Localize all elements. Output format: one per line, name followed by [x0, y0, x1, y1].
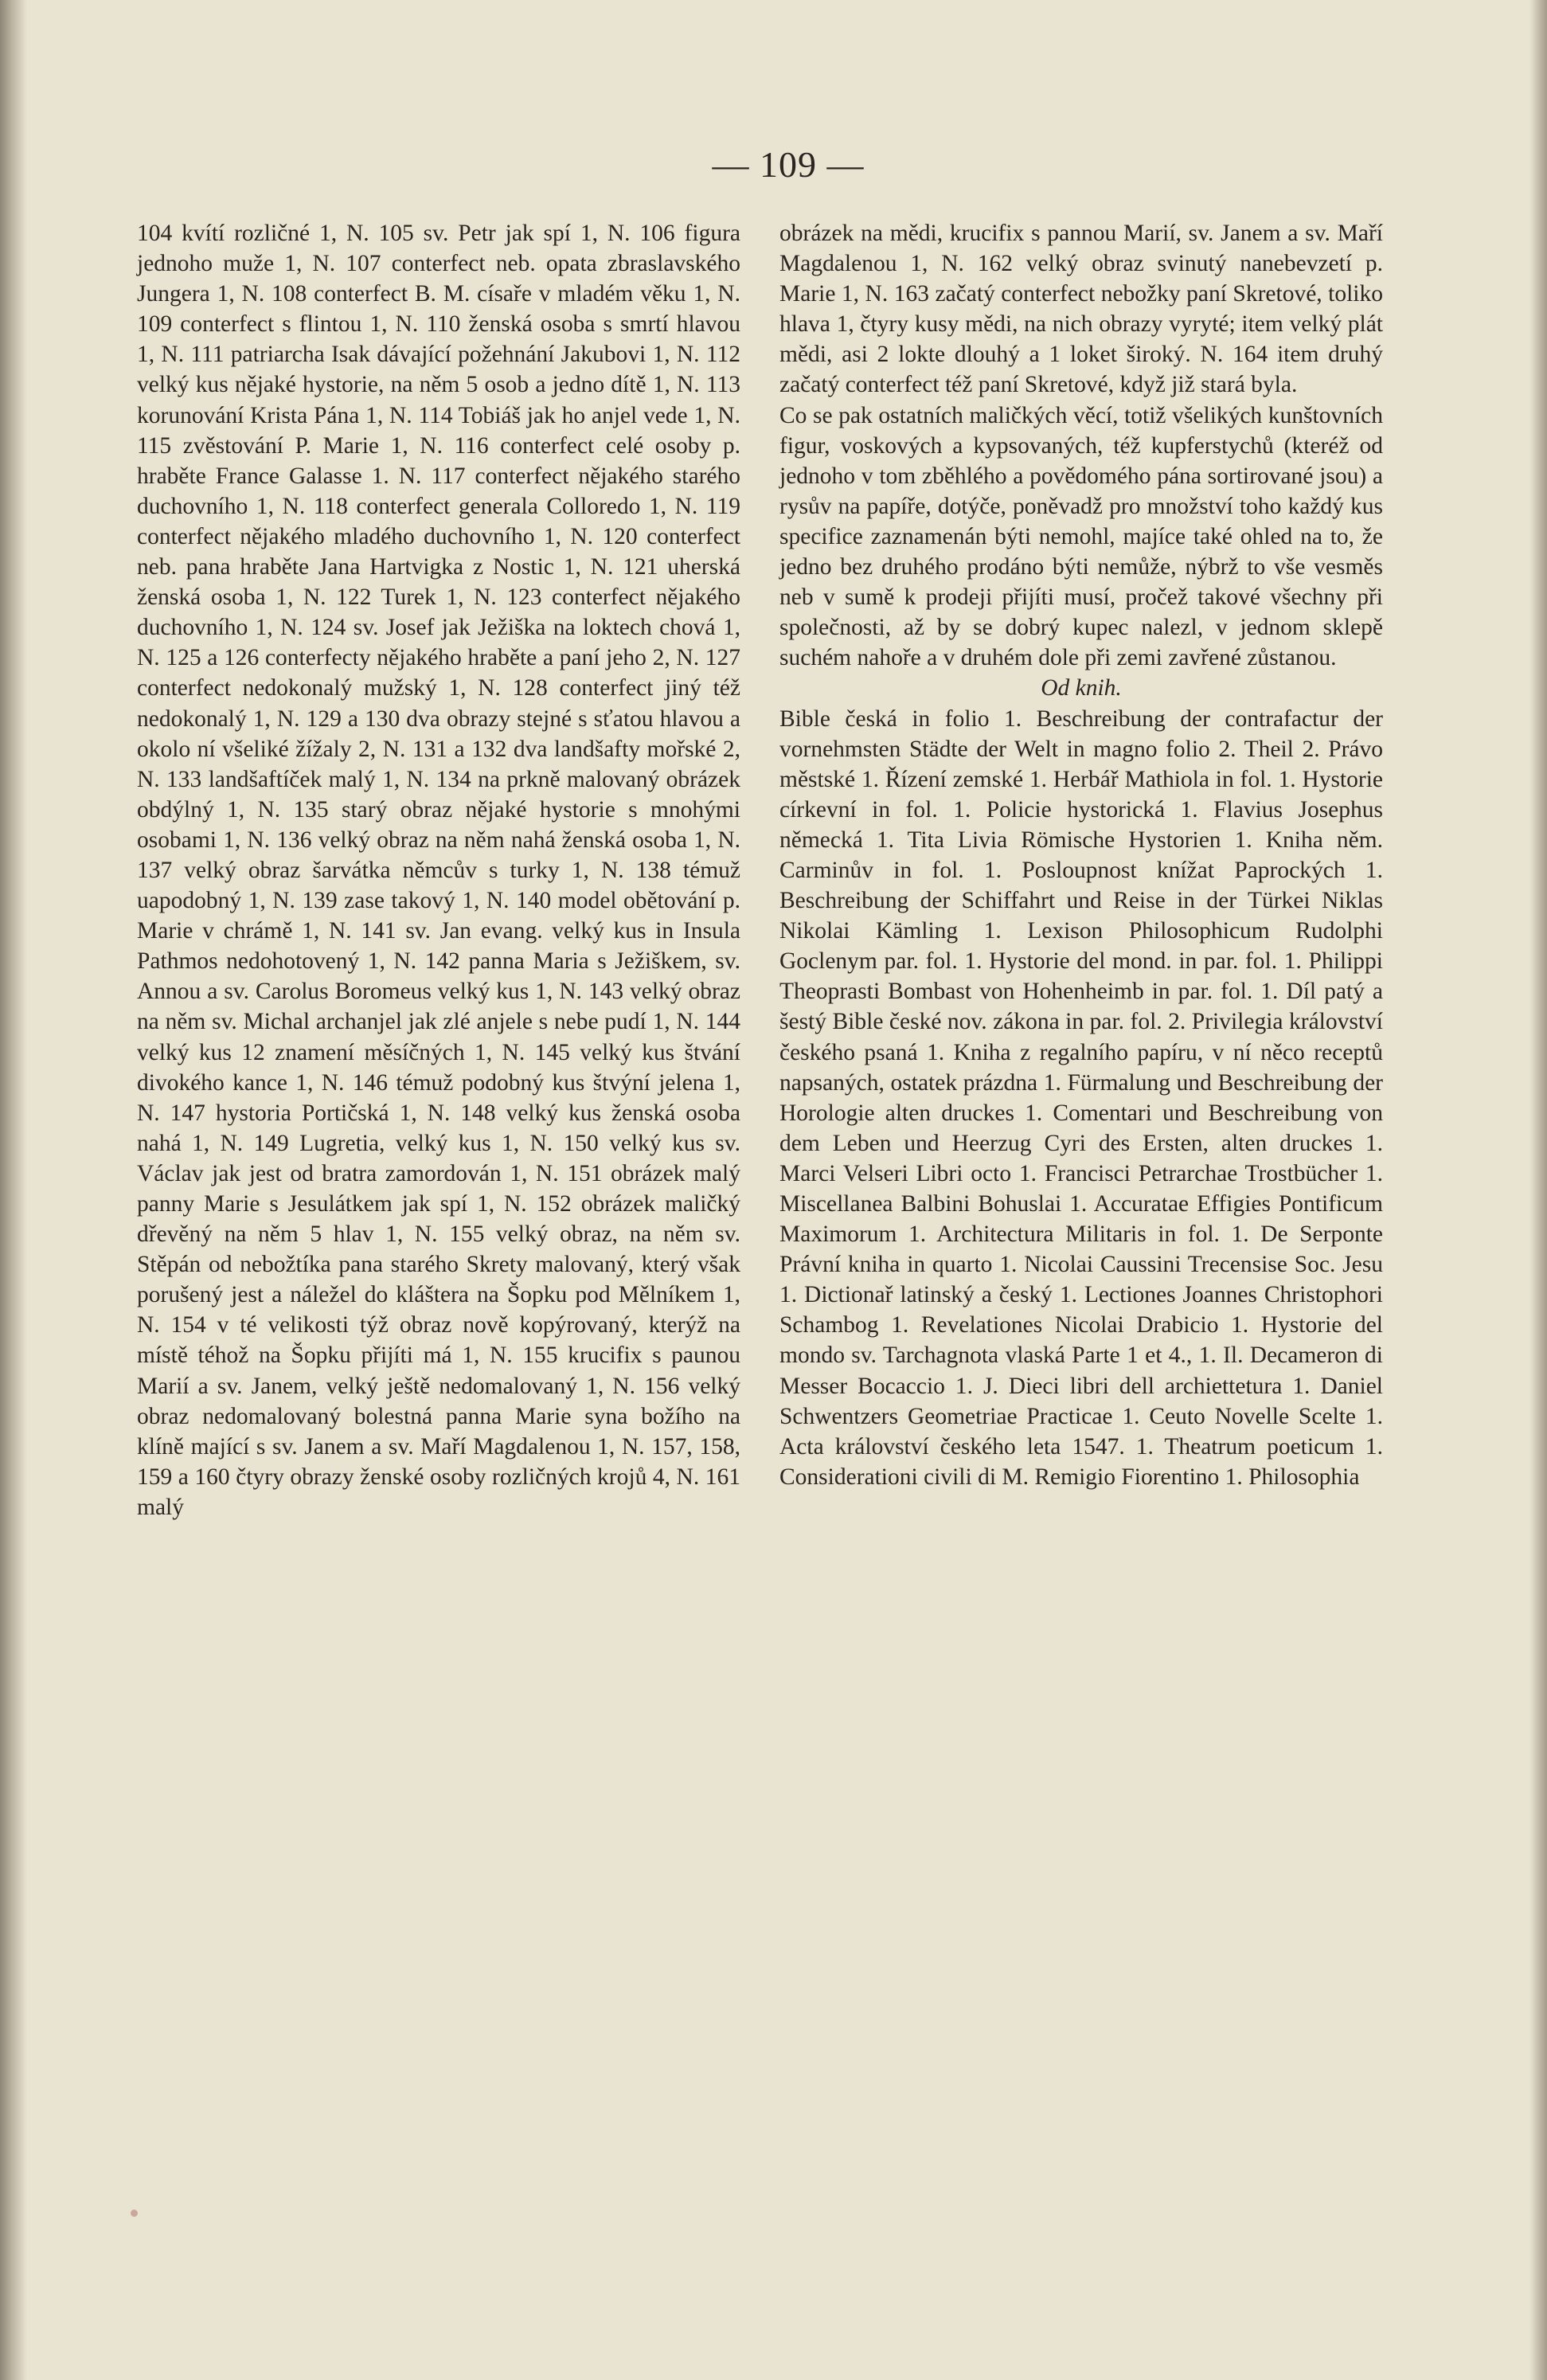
page-number: — 109 — — [712, 144, 865, 185]
ink-spot-mark — [131, 2210, 138, 2217]
books-section-heading: Od knih. — [1041, 675, 1122, 701]
left-column — [137, 218, 740, 1522]
right-column — [779, 218, 1383, 1492]
remaining-items-paragraph: Co se pak ostatních maličkých věcí, totiž všelikých kunštovních figur, voskových a kypsovaných, též kupferstychů (kteréž od jednoho v tom zběhlého a povědomého pána sortirované jsou) a rysův na papíře, dotýče, poněvadž pro množství toho každý kus specifice zaznamenán býti nemohl, majíce také ohled na to, že jedno bez druhého prodáno býti nemůže, nýbrž to vše vesměs neb v sumě k prodeji přijíti musí, pročež takové všechny při společnosti, až by se dobrý kupec nalezl, v jednom sklepě suchém nahoře a v druhém dole při zemi zavřené zůstanou. — [779, 402, 1383, 671]
left-column-text: 104 kvítí rozličné 1, N. 105 sv. Petr jak spí 1, N. 106 figura jednoho muže 1, N. 107 conterfect neb. opata zbraslavského Jungera 1, N. 108 conterfect B. M. císaře v mladém věku 1, N. 109 conterfect s flintou 1, N. 110 ženská osoba s smrtí hlavou 1, N. 111 patriarcha Isak dávající požehnání Jakubovi 1, N. 112 velký kus nějaké hystorie, na něm 5 osob a jedno dítě 1, N. 113 korunování Krista Pána 1, N. 114 Tobiáš jak ho anjel vede 1, N. 115 zvěstování P. Marie 1, N. 116 conterfect celé osoby p. hraběte France Galasse 1. N. 117 conterfect nějakého starého duchovního 1, N. 118 conterfect generala Colloredo 1, N. 119 conterfect nějakého mladého duchovního 1, N. 120 conterfect neb. pana hraběte Jana Hartvigka z Nostic 1, N. 121 uherská ženská osoba 1, N. 122 Turek 1, N. 123 conterfect nějakého duchovního 1, N. 124 sv. Josef jak Ježiška na loktech chová 1, N. 125 a 126 conterfecty nějakého hraběte a paní jeho 2, N. 127 conterfect nedokonalý mužský 1, N. 128 conterfect jiný též nedokonalý 1, N. 129 a 130 dva obrazy stejné s sťatou hlavou a okolo ní všeliké žížaly 2, N. 131 a 132 dva landšafty mořské 2, N. 133 landšaftíček malý 1, N. 134 na prkně malovaný obrázek obdýlný 1, N. 135 starý obraz nějaké hystorie s mnohými osobami 1, N. 136 velký obraz na něm nahá ženská osoba 1, N. 137 velký obraz šarvátka němcův s turky 1, N. 138 témuž uapodobný 1, N. 139 zase takový 1, N. 140 model obětování p. Marie v chrámě 1, N. 141 sv. Jan evang. velký kus in Insula Pathmos nedohotovený 1, N. 142 panna Maria s Ježiškem, sv. Annou a sv. Carolus Boromeus velký kus 1, N. 143 velký obraz na něm sv. Michal archanjel jak zlé anjele s nebe pudí 1, N. 144 velký kus 12 znamení měsíčných 1, N. 145 velký kus štvání divokého kance 1, N. 146 témuž podobný kus štvýní jelena 1, N. 147 hystoria Portičská 1, N. 148 velký kus ženská osoba nahá 1, N. 149 Lugretia, velký kus 1, N. 150 velký kus sv. Václav jak jest od bratra zamordován 1, N. 151 obrázek malý panny Marie s Jesulátkem jak spí 1, N. 152 obrázek maličký dřevěný na něm 5 hlav 1, N. 155 velký obraz, na něm sv. Stěpán od nebožtíka pana starého Skrety malovaný, který však porušený jest a náležel do kláštera na Šopku pod Mělníkem 1, N. 154 v té velikosti týž obraz nově kopýrovaný, kterýž na místě téhož na Šopku přijíti má 1, N. 155 krucifix s paunou Marií a sv. Janem, velký ještě nedomalovaný 1, N. 156 velký obraz nedomalovaný bolestná panna Marie syna božího na klíně mající s sv. Janem a sv. Maří Magdalenou 1, N. 157, 158, 159 a 160 čtyry obrazy ženské osoby rozličných krojů 4, N. 161 malý — [137, 221, 740, 1520]
inventory-continuation-paragraph: obrázek na mědi, krucifix s pannou Marií, sv. Janem a sv. Maří Magdalenou 1, N. 162 velký obraz svinutý nanebevzetí p. Marie 1, N. 163 začatý conterfect nebožky paní Skretové, toliko hlava 1, čtyry kusy mědi, na nich obrazy vyryté; item velký plát mědi, asi 2 lokte dlouhý a 1 loket široký. N. 164 item druhý začatý conterfect též paní Skretové, když již stará byla. — [779, 221, 1383, 398]
books-list-paragraph: Bible česká in folio 1. Beschreibung der contrafactur der vornehmsten Städte der Welt in magno folio 2. Theil 2. Právo městské 1. Řízení zemské 1. Herbář Mathiola in fol. 1. Hystorie církevní in fol. 1. Policie hystorická 1. Flavius Josephus německá 1. Tita Livia Römische Hystorien 1. Kniha něm. Carminův in fol. 1. Posloupnost knížat Paprockých 1. Beschreibung der Schiffahrt und Reise in der Türkei Niklas Nikolai Kämling 1. Lexison Philosophicum Rudolphi Goclenym par. fol. 1. Hystorie del mond. in par. fol. 1. Philippi Theoprasti Bombast von Hohenheimb in par. fol. 1. Díl patý a šestý Bible české nov. zákona in par. fol. 2. Privilegia království českého psaná 1. Kniha z regalního papíru, v ní něco receptů napsaných, ostatek prázdna 1. Fürmalung und Beschreibung der Horologie alten druckes 1. Comentari und Beschreibung von dem Leben und Heerzug Cyri des Ersten, alten druckes 1. Marci Velseri Libri octo 1. Francisci Petrarchae Trostbücher 1. Miscellanea Balbini Bohuslai 1. Accuratae Effigies Pontificum Maximorum 1. Architectura Militaris in fol. 1. De Serponte Právní kniha in quarto 1. Nicolai Caussini Trecensise Soc. Jesu 1. Dictionař latinský a český 1. Lectiones Joannes Christophori Schambog 1. Revelationes Nicolai Drabicio 1. Hystorie del mondo sv. Tarchagnota vlaská Parte 1 et 4., 1. Il. Decameron di Messer Bocaccio 1. J. Dieci libri dell archiettetura 1. Daniel Schwentzers Geometriae Practicae 1. Ceuto Novelle Scelte 1. Acta království českého leta 1547. 1. Theatrum poeticum 1. Considerationi civili di M. Remigio Fiorentino 1. Philosophia — [779, 705, 1383, 1490]
page-edge-right — [1529, 0, 1547, 2380]
page-edge-left — [0, 0, 27, 2380]
